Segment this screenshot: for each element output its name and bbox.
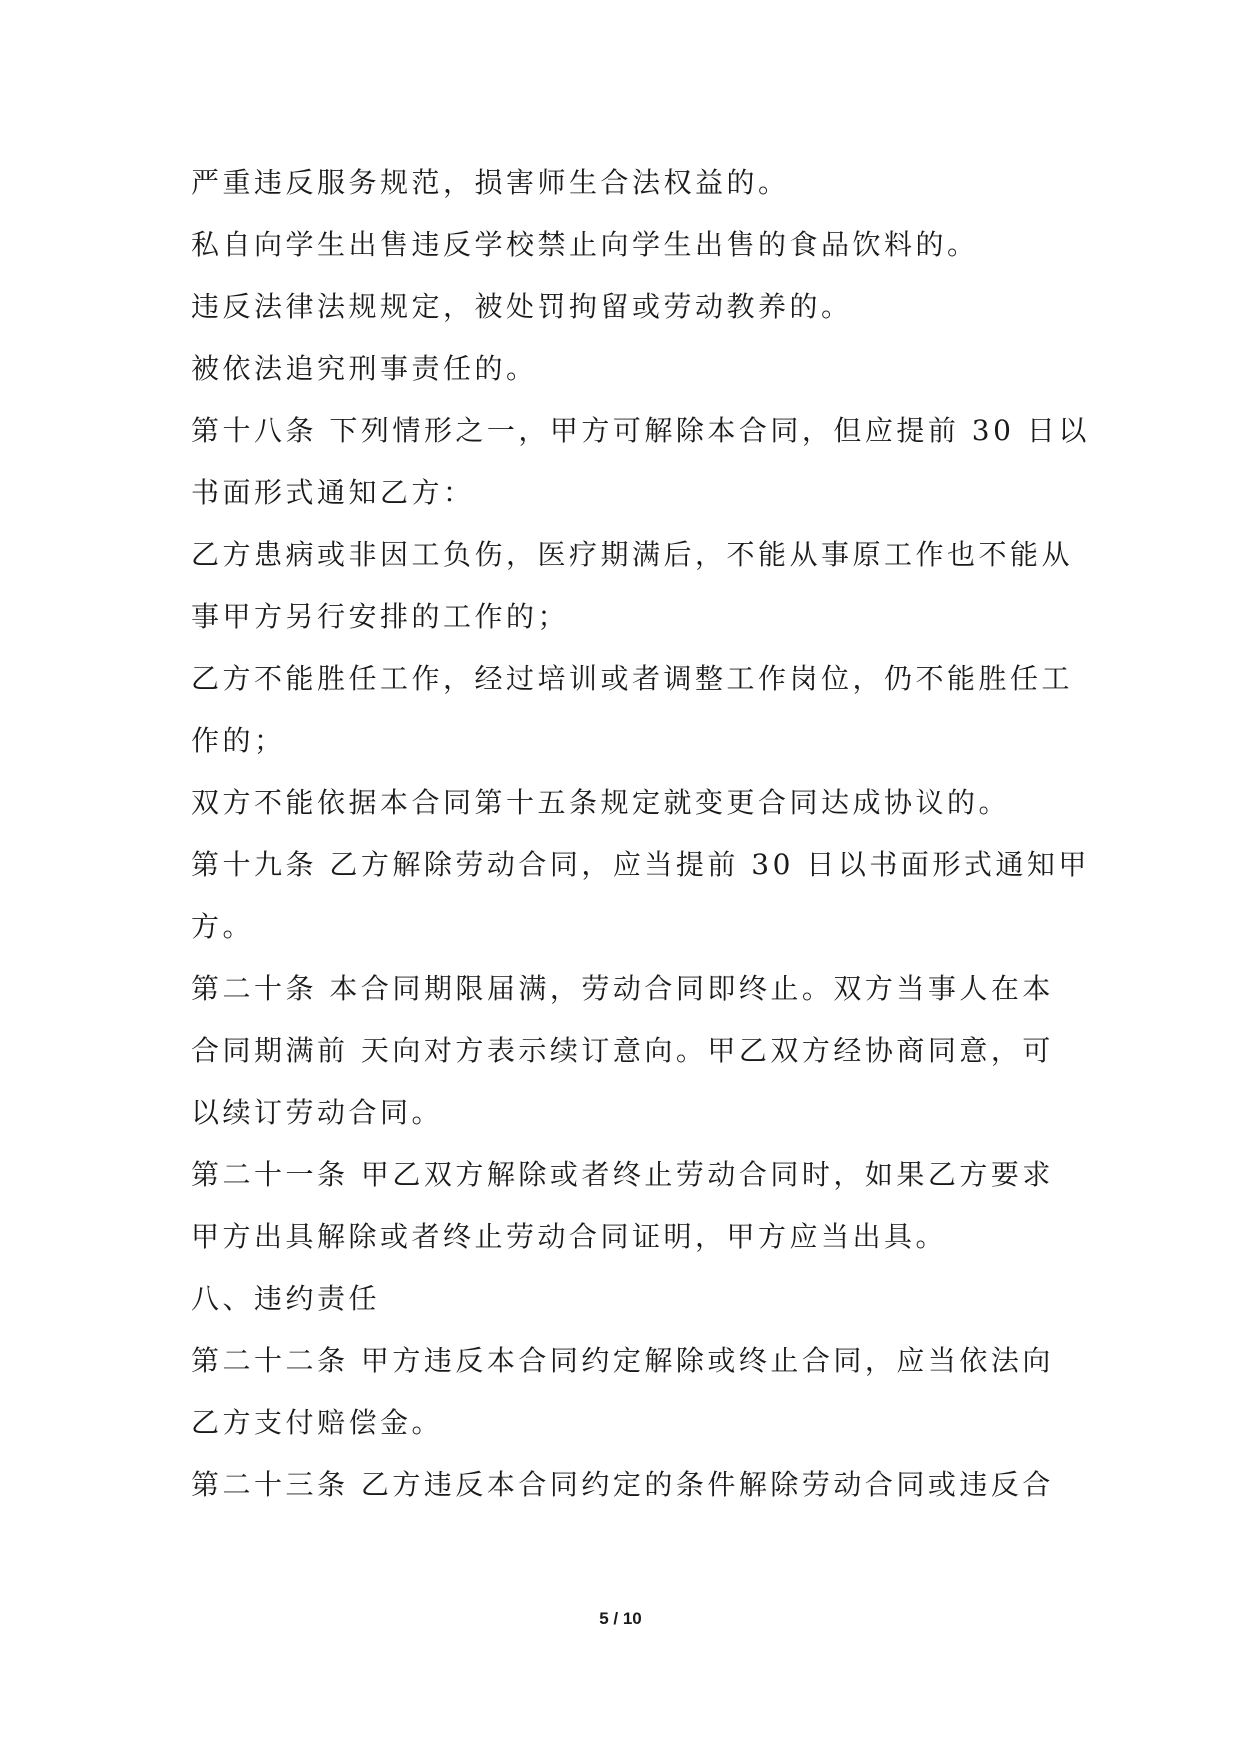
- text-line: 事甲方另行安排的工作的；: [191, 600, 570, 633]
- text-line: 作的；: [191, 724, 286, 757]
- text-line: 乙方支付赔偿金。: [191, 1406, 444, 1439]
- text-line: 被依法追究刑事责任的。: [191, 352, 538, 385]
- text-line: 双方不能依据本合同第十五条规定就变更合同达成协议的。: [191, 786, 1011, 819]
- text-line: 私自向学生出售违反学校禁止向学生出售的食品饮料的。: [191, 228, 979, 261]
- article-18-line: 第十八条 下列情形之一，甲方可解除本合同，但应提前 30 日以: [191, 414, 1090, 447]
- article-22-line: 第二十二条 甲方违反本合同约定解除或终止合同，应当依法向: [191, 1344, 1054, 1377]
- text-line: 合同期满前 天向对方表示续订意向。甲乙双方经协商同意，可: [191, 1034, 1054, 1067]
- article-20-line: 第二十条 本合同期限届满，劳动合同即终止。双方当事人在本: [191, 972, 1054, 1005]
- text-line: 乙方不能胜任工作，经过培训或者调整工作岗位，仍不能胜任工: [191, 662, 1074, 695]
- article-23-line: 第二十三条 乙方违反本合同约定的条件解除劳动合同或违反合: [191, 1468, 1054, 1501]
- document-body: [191, 152, 1090, 1516]
- text-line: 以续订劳动合同。: [191, 1096, 444, 1129]
- text-line: 方。: [191, 910, 255, 943]
- text-line: 书面形式通知乙方：: [191, 476, 475, 509]
- section-heading: 八、违约责任: [191, 1282, 381, 1315]
- article-19-line: 第十九条 乙方解除劳动合同，应当提前 30 日以书面形式通知甲: [191, 848, 1090, 881]
- text-line: 严重违反服务规范，损害师生合法权益的。: [191, 166, 790, 199]
- text-line: 违反法律法规规定，被处罚拘留或劳动教养的。: [191, 290, 853, 323]
- text-line: 甲方出具解除或者终止劳动合同证明，甲方应当出具。: [191, 1220, 948, 1253]
- article-21-line: 第二十一条 甲乙双方解除或者终止劳动合同时，如果乙方要求: [191, 1158, 1054, 1191]
- page-number: 5 / 10: [599, 1609, 642, 1628]
- text-line: 乙方患病或非因工负伤，医疗期满后，不能从事原工作也不能从: [191, 538, 1074, 571]
